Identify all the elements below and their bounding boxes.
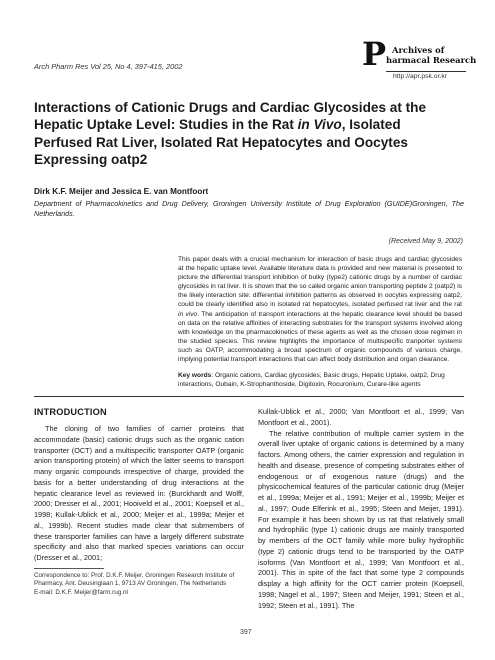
title-part-1: Interactions of Cationic Drugs and Cardiac Glycosides at the Hepatic Uptake Level: Studies in the Rat — [34, 100, 427, 133]
journal-reference: Arch Pharm Res Vol 25, No 4, 397-415, 2002 — [34, 62, 183, 71]
intro-heading: INTRODUCTION — [34, 407, 107, 417]
section-divider — [34, 396, 464, 397]
title-italic: in Vivo — [297, 117, 342, 133]
affiliation: Department of Pharmacokinetics and Drug Delivery, Groningen University Institute of Drug Exploration (GUIDE)Groningen, The Netherlands. — [34, 199, 464, 219]
intro-paragraph-2: The relative contribution of multiple carrier system in the overall liver uptake of organic cations is determined by a many factors. Among others, the carrier expression and regulation in health and disease, presence of competing substrates either of endogenous or of exogenous nature (drugs) and the physicochemical features of the particular cationic drug (Meijer et al., 1999a; Meijer et al., 1991; Meijer et al., 1999b; Meijer et al., 1997; Oude Elferink et al., 1995; Steen and Meijer, 1991). For example it has been shown by us rat that relatively small and hydrophilic (type 1) cationic drugs are mainly transported by members of the OCT family while more bulky hydrophilic (type 2) cationic drugs tend to be transported by the OATP isoforms (Van Montfoort et al., 1999; Van Montfoort et al., 2001). This in spite of the fact that some type 2 compounds display a high affinity for the OCT carrier protein (Koepsell, 1998; Nagel et al., 1997; Steen and Meijer, 1991; Steen et al., 1992; Steen et al., 1991). The — [258, 428, 464, 610]
left-column — [34, 424, 244, 564]
logo-rule — [386, 71, 466, 72]
page-number: 397 — [240, 629, 252, 636]
keywords-text: : Organic cations, Cardiac glycosides, Basic drugs, Hepatic Uptake, oatp2, Drug interactions, Oubain, K-Strophanthoside, Digitoxin, Rocuronium, Curare-like agents — [178, 372, 445, 389]
logo-line-1: Archives of — [392, 45, 445, 55]
journal-logo — [362, 35, 477, 74]
abstract-part-2: . The anticipation of transport interactions at the hepatic clearance level should be based on data on the relative affinities of interacting substrates for the transport systems involved along with knowledge on the pharmacokinetics of these agents as well as the chosen dose regimen in the studied species. This review highlights the importance of multispecific tranporter systems such as OATP, accommodating a broad spectrum of organic compounds of various charge, implying potential transport interactions that can affect body distribution and organ clearance. — [178, 310, 462, 364]
journal-url[interactable]: http://apr.psk.or.kr — [393, 73, 448, 80]
abstract-italic: in vivo — [178, 310, 198, 318]
footnote-email: E-mail: D.K.F. Meijer@farm.rug.nl — [34, 588, 128, 596]
logo-letter: P — [362, 35, 387, 73]
keywords — [178, 371, 462, 389]
received-date: (Received May 9, 2002) — [388, 238, 463, 245]
right-column — [258, 407, 464, 611]
paper-title — [34, 99, 454, 169]
intro-continuation: Kullak-Ublick et al., 2000; Van Montfoort et al., 1999; Van Montfoort et al., 2001). — [258, 407, 464, 427]
logo-line-2: harmacal Research — [386, 55, 477, 65]
keywords-label: Key words — [178, 372, 212, 379]
abstract — [178, 255, 462, 364]
footnote-address: Correspondence to: Prof. D.K.F. Meijer, Groningen Research Institute of Pharmacy, Ant. Deusinglaan 1, 9713 AV Groningen, The Netherlands — [34, 572, 235, 588]
footnote-rule — [34, 568, 104, 569]
correspondence-footnote — [34, 572, 244, 597]
authors: Dirk K.F. Meijer and Jessica E. van Montfoort — [34, 187, 209, 196]
intro-paragraph-1: The cloning of two families of carrier proteins that accommodate (basic) cationic drugs such as the organic cation transporter (OCT) and a multispecific transporter OATP (organic anion transporting protein) of which the latter seems to transport many organic compounds irrespective of charge, provided the basis for a better understanding of drug interactions at the hepatic clearance level as reviewed in: (Burckhardt and Wolff, 2000; Dresser et al., 2001; Hooiveld et al., 2001; Koepsell et al., 1998; Kullak-Ublick et al., 2000; Meijer et al., 1999a; Meijer et al., 1999b). Recent studies made clear that submembers of these transporter families can have a largely different substrate specificity and also that marked species variations can occur (Dresser et al., 2001; — [34, 424, 244, 562]
abstract-part-1: This paper deals with a crucial mechanism for interaction of basic drugs and cardiac glycosides at the hepatic uptake level. Available literature data is provided and new material is presented to picture the differential transport inhibition of bulky (type2) cationic drugs by a number of cardiac glycosides in rat liver. It is shown that the so called organic anion transporting peptide 2 (oatp2) is the likely interaction site: differential inhibition patterns as observed in oocytes expressing oatp2, could be clearly identified also in isolated rat hepatocytes, isolated perfused rat liver and the rat — [178, 256, 462, 309]
title-part-2: , Isolated Perfused Rat Liver, Isolated Rat Hepatocytes and Oocytes Expressing oatp2 — [34, 117, 408, 168]
